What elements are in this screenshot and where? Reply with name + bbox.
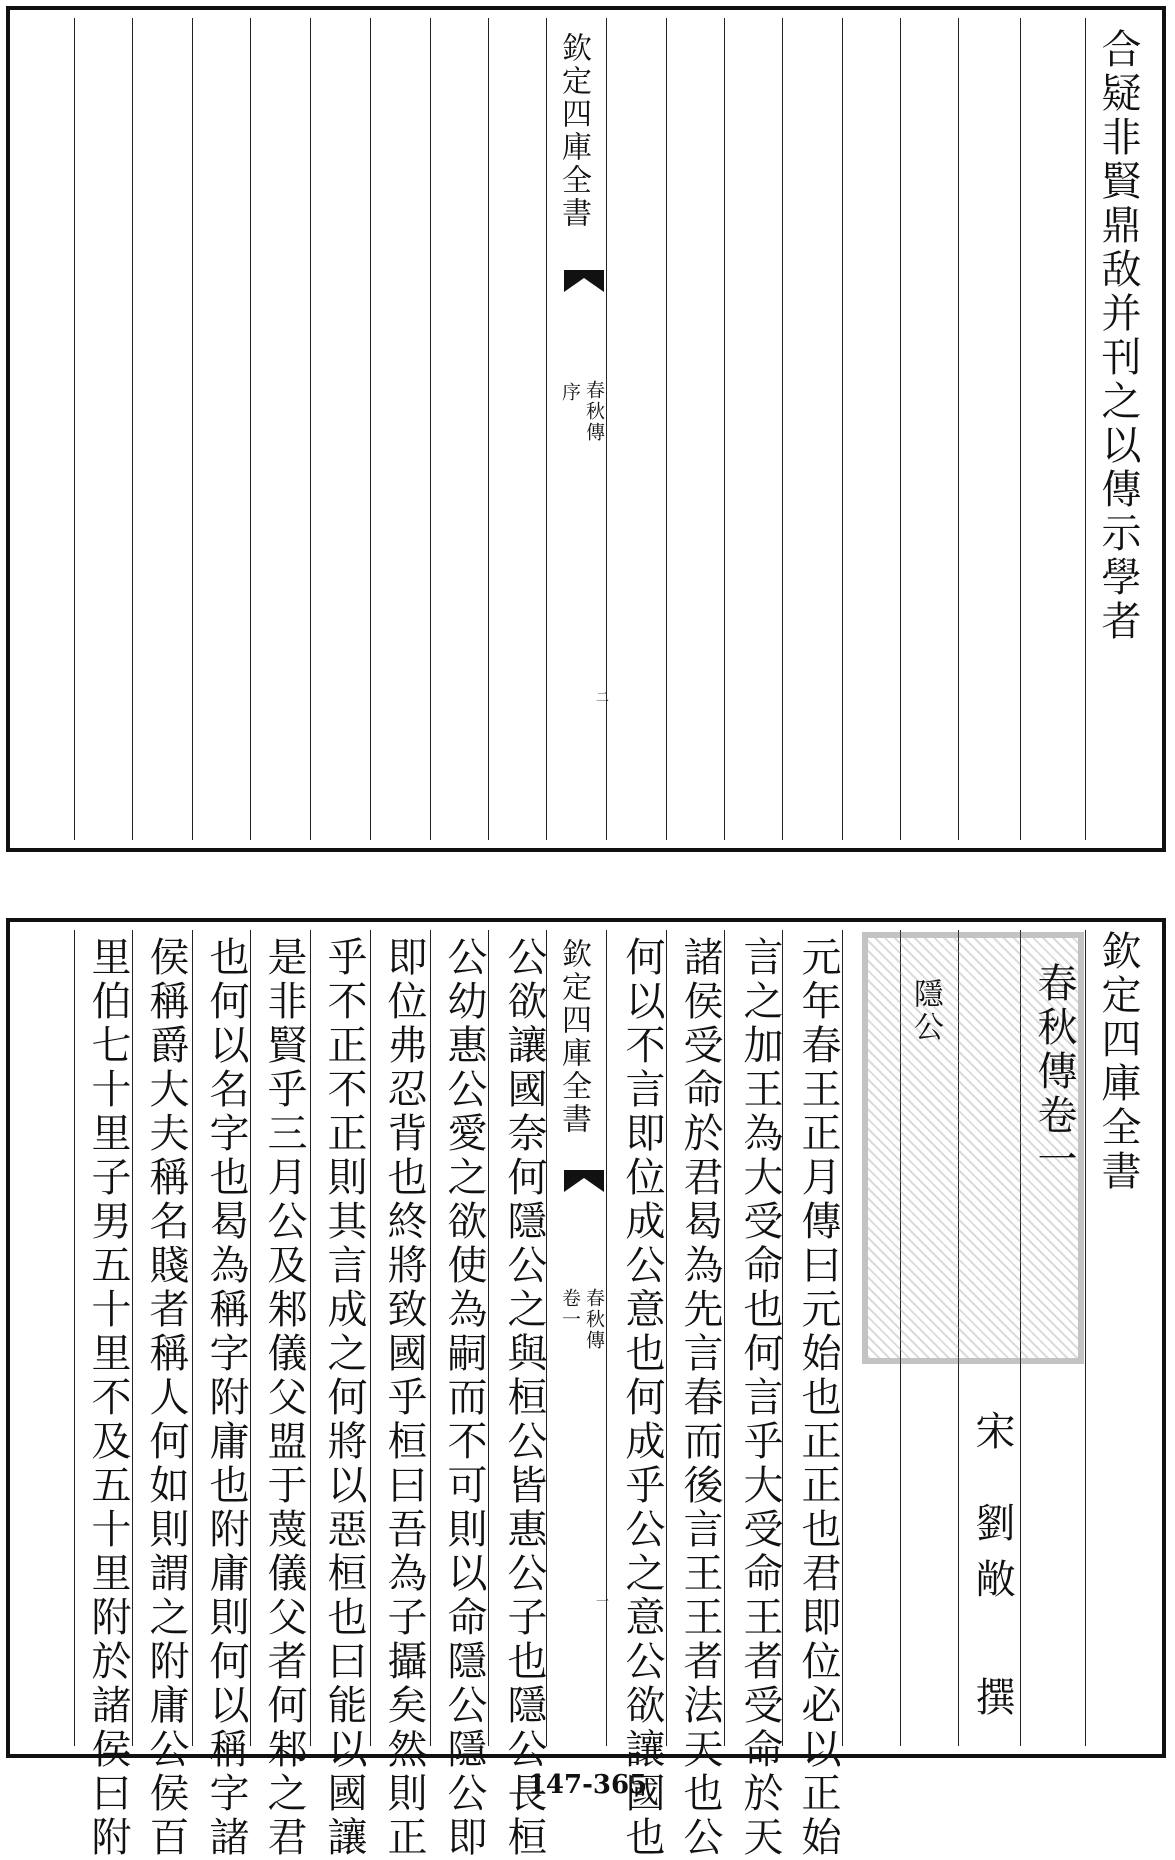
duke-heading: 隱公 (908, 978, 943, 1044)
column-rule (842, 930, 843, 1746)
top-page (6, 6, 1166, 852)
column-rule (132, 18, 133, 840)
column-rule (488, 18, 489, 840)
column-rule (370, 18, 371, 840)
fish-tail-mark (564, 1170, 604, 1194)
column-rule (1085, 18, 1086, 840)
column-rule (430, 930, 431, 1746)
center-page-number: 一 (593, 1594, 608, 1607)
text-column: 何以不言即位成公意也何成乎公之意公欲讓國也 (619, 936, 665, 1860)
page-number: 147-365 (527, 1770, 648, 1800)
column-rule (606, 930, 607, 1746)
center-page-number: 二 (593, 690, 608, 703)
column-rule (1020, 18, 1021, 840)
column-rule (782, 18, 783, 840)
column-rule (900, 18, 901, 840)
book-title: 春秋傳卷一 (1031, 962, 1077, 1182)
column-rule (606, 18, 607, 840)
column-rule (666, 930, 667, 1746)
text-column: 里伯七十里子男五十里不及五十里附於諸侯曰附 (85, 936, 131, 1860)
column-rule (1085, 930, 1086, 1746)
text-column: 乎不正不正則其言成之何將以惡桓也曰能以國讓 (321, 936, 367, 1860)
column-rule (430, 18, 431, 840)
column-rule (192, 18, 193, 840)
text-column: 言之加王為大受命也何言乎大受命王者受命於天 (737, 936, 783, 1860)
column-rule (250, 18, 251, 840)
center-section: 序 (559, 382, 581, 403)
column-rule (74, 18, 75, 840)
column-rule (666, 18, 667, 840)
text-column: 也何以名字也曷為稱字附庸也附庸則何以稱字諸 (203, 936, 249, 1860)
column-rule (546, 18, 547, 840)
column-rule (958, 18, 959, 840)
text-column: 是非賢乎三月公及邾儀父盟于蔑儀父者何邾之君 (261, 936, 307, 1860)
column-rule (488, 930, 489, 1746)
center-book-title: 春秋傳 (583, 380, 605, 443)
text-column: 公幼惠公愛之欲使為嗣而不可則以命隱公隱公即 (441, 936, 487, 1860)
column-rule (74, 930, 75, 1746)
author: 劉敞 撰 (969, 1502, 1015, 1732)
column-rule (310, 18, 311, 840)
center-title: 欽定四庫全書 (556, 938, 591, 1136)
text-column: 公欲讓國奈何隱公之與桓公皆惠公子也隱公長桓 (501, 936, 547, 1860)
text-column: 侯稱爵大夫稱名賤者稱人何如則謂之附庸公侯百 (143, 936, 189, 1860)
center-book-title: 春秋傳 (583, 1288, 605, 1351)
text-column: 即位弗忍背也終將致國乎桓曰吾為子攝矣然則正 (381, 936, 427, 1860)
center-title: 欽定四庫全書 (556, 32, 591, 230)
text-column: 元年春王正月傳曰元始也正正也君即位必以正始 (795, 936, 841, 1860)
column-rule (724, 18, 725, 840)
column-rule (310, 930, 311, 1746)
text-column: 諸侯受命於君曷為先言春而後言王王者法天也公 (677, 936, 723, 1860)
text-column: 合疑非賢鼎敌并刊之以傳示學者 (1095, 28, 1141, 644)
column-rule (370, 930, 371, 1746)
column-rule (724, 930, 725, 1746)
center-section: 卷一 (559, 1288, 581, 1330)
column-rule (192, 930, 193, 1746)
header-title: 欽定四庫全書 (1095, 930, 1141, 1194)
column-rule (132, 930, 133, 1746)
dynasty: 宋 (969, 1410, 1015, 1454)
column-rule (842, 18, 843, 840)
column-rule (250, 930, 251, 1746)
fish-tail-mark (564, 270, 604, 294)
